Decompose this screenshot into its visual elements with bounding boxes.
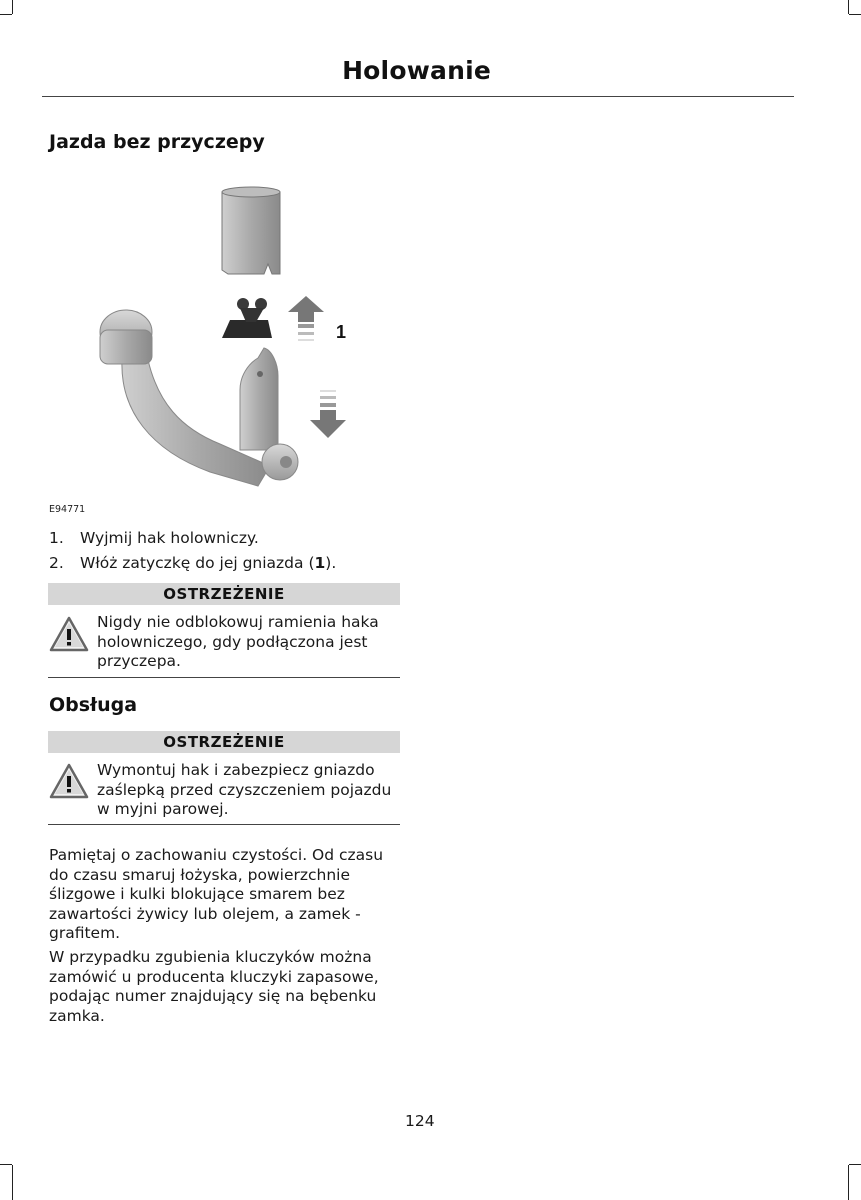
step-number: 2. — [49, 554, 64, 572]
crop-mark — [848, 1165, 849, 1200]
figure-code: E94771 — [49, 504, 86, 515]
step-bold-ref: 1 — [314, 554, 326, 572]
warning-text: Wymontuj hak i zabezpiecz gniazdo zaślepką przed czyszczeniem pojazdu w myjni parowej. — [97, 761, 392, 818]
title-rule — [42, 96, 794, 97]
socket-plug — [222, 298, 272, 338]
protective-cap — [222, 187, 280, 274]
step-text: Wyjmij hak holowniczy. — [80, 529, 259, 547]
warning-triangle-icon — [49, 616, 89, 652]
page-number: 124 — [405, 1112, 435, 1130]
section-heading: Obsługa — [49, 694, 138, 716]
crop-mark — [849, 14, 861, 15]
crop-mark — [849, 1164, 861, 1165]
tow-hook-illustration — [80, 180, 380, 500]
warning-header: OSTRZEŻENIE — [48, 583, 400, 605]
step-item — [49, 554, 336, 572]
warning-header: OSTRZEŻENIE — [48, 731, 400, 753]
step-text: Włóż zatyczkę do jej gniazda ( — [80, 554, 315, 572]
tow-hook-drawing — [80, 180, 380, 500]
page-title: Holowanie — [342, 56, 491, 85]
crop-mark — [0, 1164, 12, 1165]
crop-mark — [0, 14, 12, 15]
section-heading: Jazda bez przyczepy — [49, 131, 265, 153]
warning-rule — [48, 824, 400, 825]
figure-callout: 1 — [336, 322, 347, 342]
crop-mark — [848, 0, 849, 14]
step-number: 1. — [49, 529, 64, 547]
down-arrow — [310, 390, 346, 438]
warning-rule — [48, 677, 400, 678]
crop-mark — [12, 1165, 13, 1200]
step-item — [49, 529, 259, 547]
crop-mark — [12, 0, 13, 14]
step-text-end: ). — [325, 554, 337, 572]
body-paragraph: W przypadku zgubienia kluczyków można zamówić u producenta kluczyki zapasowe, podając numer znajdujący się na bębenku zamka. — [49, 948, 379, 1025]
body-paragraph: Pamiętaj o zachowaniu czystości. Od czasu do czasu smaruj łożyska, powierzchnie ślizgowe i kulki blokujące smarem bez zawartości żywicy lub olejem, a zamek - grafitem. — [49, 846, 384, 942]
warning-triangle-icon — [49, 763, 89, 799]
warning-text: Nigdy nie odblokowuj ramienia haka holowniczego, gdy podłączona jest przyczepa. — [97, 613, 379, 670]
up-arrow — [288, 296, 324, 341]
